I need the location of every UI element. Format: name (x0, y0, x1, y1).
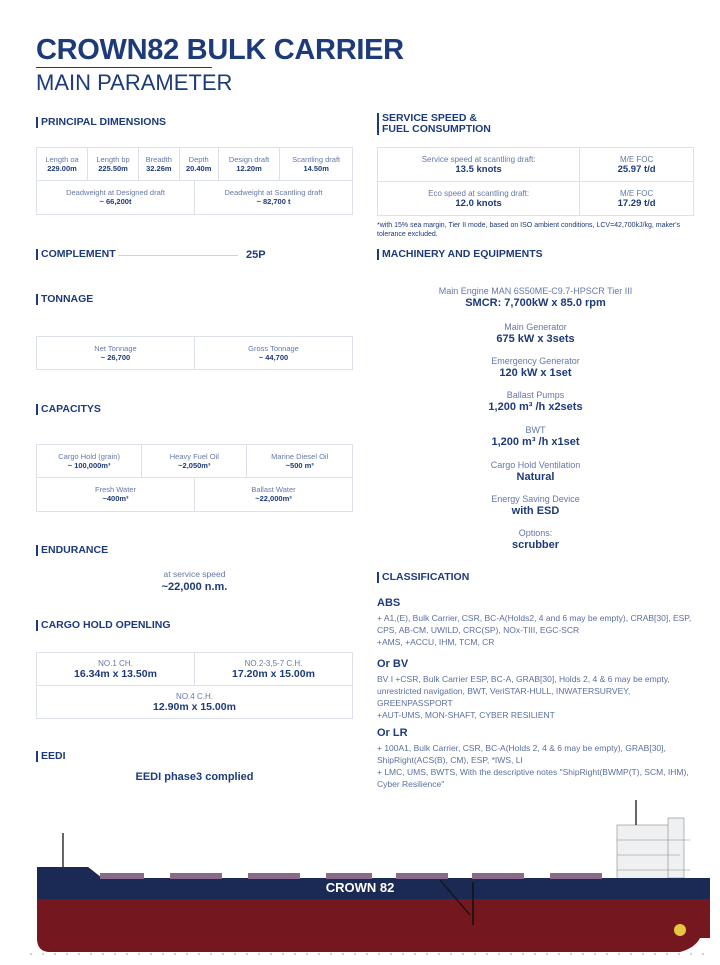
heading-line: FUEL CONSUMPTION (382, 123, 491, 135)
value: 1,200 m³ /h x1set (491, 436, 580, 448)
cargo-hold-heading: CARGO HOLD OPENLING (36, 620, 171, 631)
society-name: Or BV (377, 658, 409, 670)
label: Net Tonnage (94, 344, 137, 353)
value: 13.5 knots (455, 163, 502, 175)
label: Deadweight at Scantling draft (224, 188, 323, 198)
cargo-hold-table (36, 652, 353, 719)
label: Service speed at scantling draft: (421, 154, 536, 164)
value: ~22,000m³ (255, 494, 292, 504)
notation-line: + 100A1, Bulk Carrier, CSR, BC-A(Holds 2, 4 & 6 may be empty), GRAB[30], ShipRight(ACS(B), CM), ESP, *IWS, LI (377, 743, 666, 765)
label: Depth (188, 155, 209, 164)
notation-line: BV I +CSR, Bulk Carrier ESP, BC-A, GRAB[30], Holds 2, 4 & 6 may be empty, unrestricted navigation, BWT, VeriSTAR-HULL, INWATERSURVEY, GREENPASSPORT (377, 674, 670, 708)
label: Main Generator (504, 322, 567, 332)
value: 14.50m (303, 164, 329, 173)
value: 32.26m (146, 164, 172, 173)
label: Fresh Water (95, 485, 136, 495)
machinery-heading: MACHINERY AND EQUIPMENTS (377, 249, 543, 260)
value: 12.0 knots (455, 197, 502, 209)
capacities-heading: CAPACITYS (36, 404, 101, 415)
society-name: ABS (377, 597, 401, 609)
value: scrubber (511, 539, 560, 551)
value: 1,200 m³ /h x2sets (488, 401, 583, 413)
eedi-heading: EEDI (36, 751, 66, 762)
capacities-table (36, 444, 353, 512)
value: 17.20m x 15.00m (232, 667, 315, 680)
value: 16.34m x 13.50m (74, 667, 157, 680)
value: Natural (516, 471, 555, 483)
notation-line: + A1,(E), Bulk Carrier, CSR, BC-A(Holds2, 4 and 6 may be empty), CRAB[30], ESP, CPS, AB-CM, UWILD, CRC(SP), NOx-TIII, EGC-SCR (377, 613, 692, 635)
label: Deadweight at Designed draft (66, 188, 165, 198)
value: ~400m³ (102, 494, 129, 504)
eedi-value: EEDI phase3 complied (135, 771, 254, 783)
value: 12.20m (236, 164, 262, 173)
service-speed-table (377, 147, 694, 216)
label: Options: (518, 528, 553, 538)
notation-line: +AUT-UMS, MON-SHAFT, CYBER RESILIENT (377, 710, 555, 720)
machinery-item (377, 322, 694, 345)
machinery-item (377, 528, 694, 551)
value: ~500 m³ (285, 461, 314, 470)
principal-dimensions-table (36, 147, 353, 215)
label: Gross Tonnage (248, 344, 299, 353)
classification-heading: CLASSIFICATION (377, 572, 469, 583)
machinery-item (377, 460, 694, 483)
tonnage-heading: TONNAGE (36, 294, 93, 305)
ship-profile-illustration (0, 800, 720, 960)
value: 120 kW x 1set (499, 367, 572, 379)
service-speed-heading (377, 113, 491, 135)
value: with ESD (511, 505, 560, 517)
classification-bv (377, 658, 702, 721)
propeller (674, 924, 686, 936)
endurance-block (36, 569, 353, 593)
value: 17.29 t/d (617, 197, 656, 209)
value: ~ 44,700 (258, 353, 289, 362)
classification-lr (377, 727, 702, 790)
value: ~2,050m³ (178, 461, 211, 470)
label: Eco speed at scantling draft: (428, 188, 530, 198)
principal-dimensions-heading: PRINCIPAL DIMENSIONS (36, 117, 166, 128)
machinery-item (377, 425, 694, 448)
complement-value: 25P (246, 249, 266, 261)
value: ~ 82,700 t (256, 197, 291, 207)
service-note: *with 15% sea margin, Tier II mode, based on ISO ambient conditions, LCV=42,700kJ/kg, maker's tolerance excluded. (377, 222, 681, 238)
value: 25.97 t/d (617, 163, 656, 175)
tonnage-table (36, 336, 353, 370)
value: 20.40m (185, 164, 212, 173)
complement-leader-line (118, 255, 238, 256)
label: Main Engine MAN 6S50ME-C9.7-HPSCR Tier III (438, 286, 633, 296)
label: Design draft (228, 155, 270, 164)
label: Cargo Hold Ventilation (490, 460, 581, 470)
label: BWT (525, 425, 546, 435)
value: ~ 66,200t (99, 197, 132, 207)
label: Cargo Hold (grain) (58, 452, 120, 461)
label: Length bp (96, 155, 130, 164)
value: SMCR: 7,700kW x 85.0 rpm (465, 297, 606, 309)
label: M/E FOC (619, 154, 654, 164)
heading-line: SERVICE SPEED & (382, 112, 477, 124)
machinery-item (377, 286, 694, 309)
label: Energy Saving Device (491, 494, 580, 504)
endurance-label: at service speed (163, 569, 226, 579)
label: Scantling draft (292, 155, 341, 164)
endurance-heading: ENDURANCE (36, 545, 108, 556)
notation-line: +AMS, +ACCU, IHM, TCM, CR (377, 637, 495, 647)
ship-name-label: CROWN 82 (325, 880, 395, 895)
label: Ballast Water (251, 485, 296, 495)
label: Heavy Fuel Oil (169, 452, 219, 461)
label: NO.2-3,5-7 C.H. (244, 658, 303, 668)
notation-line: + LMC, UMS, BWTS, With the descriptive notes "ShipRight(BWMP(T), SCM, IHM), Cyber Resilience" (377, 767, 689, 789)
label: Length oa (45, 155, 79, 164)
label: NO.4 C.H. (176, 691, 213, 701)
label: Marine Diesel Oil (271, 452, 329, 461)
value: 225.50m (98, 164, 128, 173)
machinery-item (377, 494, 694, 517)
title-divider (36, 67, 212, 68)
label: Breadth (145, 155, 172, 164)
label: Ballast Pumps (506, 390, 565, 400)
complement-heading: COMPLEMENT (36, 249, 116, 260)
value: 12.90m x 15.00m (153, 700, 236, 713)
value: 675 kW x 3sets (496, 333, 575, 345)
label: M/E FOC (619, 188, 654, 198)
label: Emergency Generator (491, 356, 580, 366)
classification-abs (377, 597, 702, 648)
value: ~ 26,700 (100, 353, 131, 362)
value: 229.00m (47, 164, 77, 173)
machinery-item (377, 356, 694, 379)
value: ~ 100,000m³ (67, 461, 111, 470)
endurance-value: ~22,000 n.m. (161, 581, 228, 593)
society-name: Or LR (377, 727, 408, 739)
page-subtitle: MAIN PARAMETER (36, 70, 233, 95)
page-title: CROWN82 BULK CARRIER (36, 34, 404, 66)
label: NO.1 CH. (98, 658, 133, 668)
machinery-item (377, 390, 694, 413)
